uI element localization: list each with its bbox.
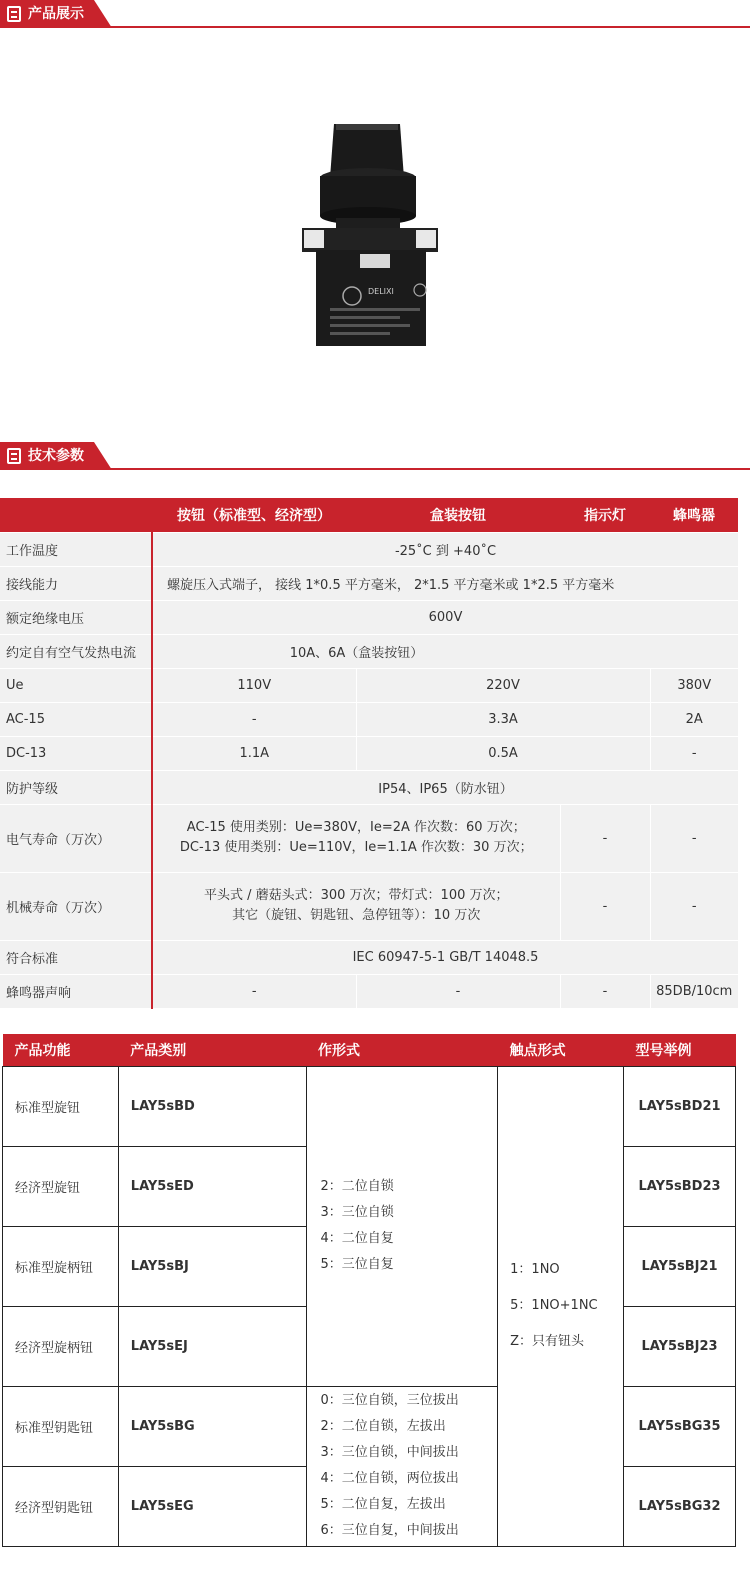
row-value-empty: [560, 634, 738, 668]
product-function: 经济型钥匙钮: [3, 1466, 119, 1546]
operation-mode: 3：三位自锁，中间拔出: [320, 1445, 459, 1460]
section-header-specs: [0, 442, 750, 472]
svg-text:DELIXI: DELIXI: [368, 287, 394, 296]
operation-modes: [306, 1386, 498, 1546]
model-example: LAY5sBD21: [624, 1066, 736, 1146]
row-label: 额定绝缘电压: [0, 600, 152, 634]
table-row: [0, 770, 738, 804]
product-category: LAY5sEJ: [118, 1306, 306, 1386]
product-function: 标准型旋钮: [3, 1066, 119, 1146]
row-value: 0.5A: [356, 736, 650, 770]
spec-header-blank: [0, 498, 152, 532]
product-category: LAY5sBD: [118, 1066, 306, 1146]
row-label: 符合标准: [0, 940, 152, 974]
contact-forms: [498, 1066, 624, 1546]
model-example: LAY5sBJ21: [624, 1226, 736, 1306]
row-value: -: [152, 702, 356, 736]
row-value: 380V: [650, 668, 738, 702]
product-header-col: 型号举例: [624, 1034, 736, 1066]
operation-mode: 6：三位自复，中间拔出: [320, 1523, 459, 1538]
section-header-product: [0, 0, 750, 30]
rotary-switch-illustration: [290, 118, 450, 358]
spec-header-col: 指示灯: [560, 498, 650, 532]
operation-mode: 2：二位自锁: [320, 1179, 394, 1194]
product-category: LAY5sBJ: [118, 1226, 306, 1306]
row-label: 机械寿命（万次）: [0, 872, 152, 940]
row-value: 1.1A: [152, 736, 356, 770]
row-label: 接线能力: [0, 566, 152, 600]
contact-form: Z：只有钮头: [510, 1334, 585, 1349]
table-row: [0, 532, 738, 566]
operation-mode: 5：三位自复: [320, 1257, 394, 1272]
row-value-line: 其它（旋钮、钥匙钮、急停钮等）：10 万次: [232, 908, 481, 923]
row-value: 3.3A: [356, 702, 650, 736]
row-value: [152, 804, 560, 872]
table-row: [0, 668, 738, 702]
row-label: 蜂鸣器声响: [0, 974, 152, 1008]
product-function: 标准型旋柄钮: [3, 1226, 119, 1306]
table-row: [0, 872, 738, 940]
row-value: -: [560, 974, 650, 1008]
document-icon: [7, 448, 21, 464]
spec-header-col: 盒装按钮: [356, 498, 560, 532]
row-value-line: AC-15 使用类别：Ue=380V，Ie=2A 作次数：60 万次；: [186, 820, 526, 835]
product-function: 经济型旋钮: [3, 1146, 119, 1226]
model-example: LAY5sBJ23: [624, 1306, 736, 1386]
row-value: -: [356, 974, 560, 1008]
table-row: [0, 634, 738, 668]
row-value: -: [650, 736, 738, 770]
row-value: 600V: [152, 600, 738, 634]
table-row: [0, 804, 738, 872]
row-value: -: [650, 804, 738, 872]
product-header-row: [3, 1034, 736, 1066]
document-icon: [7, 6, 21, 22]
product-header-col: 产品类别: [118, 1034, 306, 1066]
row-value: 85DB/10cm: [650, 974, 738, 1008]
product-header-col: 产品功能: [3, 1034, 119, 1066]
row-value: 220V: [356, 668, 650, 702]
operation-mode: 0：三位自锁，三位拔出: [320, 1393, 459, 1408]
table-row: [0, 736, 738, 770]
operation-mode: 4：二位自锁，两位拔出: [320, 1471, 459, 1486]
product-category: LAY5sBG: [118, 1386, 306, 1466]
operation-mode: 4：二位自复: [320, 1231, 394, 1246]
table-row: [3, 1066, 736, 1146]
section-divider: [0, 26, 750, 28]
operation-mode: 2：二位自锁，左拔出: [320, 1419, 446, 1434]
model-example: LAY5sBD23: [624, 1146, 736, 1226]
spec-table: [0, 498, 738, 1009]
row-label: 防护等级: [0, 770, 152, 804]
row-label: DC-13: [0, 736, 152, 770]
product-category: LAY5sEG: [118, 1466, 306, 1546]
row-value: 10A、6A（盒装按钮）: [152, 634, 560, 668]
row-value: -25˚C 到 +40˚C: [152, 532, 738, 566]
row-value: -: [560, 804, 650, 872]
operation-modes: [306, 1066, 498, 1386]
row-value: IEC 60947-5-1 GB/T 14048.5: [152, 940, 738, 974]
model-example: LAY5sBG32: [624, 1466, 736, 1546]
row-value-line: 平头式 / 蘑菇头式：300 万次；带灯式：100 万次；: [203, 888, 509, 903]
row-label: 约定自有空气发热电流: [0, 634, 152, 668]
section-divider: [0, 468, 750, 470]
product-table: [2, 1034, 736, 1547]
row-value: [152, 872, 560, 940]
spec-header-row: [0, 498, 738, 532]
contact-form: 1：1NO: [510, 1262, 560, 1277]
row-value: -: [152, 974, 356, 1008]
product-category: LAY5sED: [118, 1146, 306, 1226]
table-row: [0, 566, 738, 600]
table-row: [0, 974, 738, 1008]
row-value: 2A: [650, 702, 738, 736]
row-value: 螺旋压入式端子， 接线 1*0.5 平方毫米， 2*1.5 平方毫米或 1*2.5 平方毫米: [152, 566, 738, 600]
product-function: 经济型旋柄钮: [3, 1306, 119, 1386]
section-title: 产品展示: [28, 6, 84, 22]
row-value: -: [560, 872, 650, 940]
product-header-col: 作形式: [306, 1034, 498, 1066]
product-header-col: 触点形式: [498, 1034, 624, 1066]
product-image: [290, 118, 450, 358]
table-row: [0, 940, 738, 974]
row-label: 工作温度: [0, 532, 152, 566]
row-value: IP54、IP65（防水钮）: [152, 770, 738, 804]
row-value-line: DC-13 使用类别：Ue=110V，Ie=1.1A 作次数：30 万次；: [179, 840, 533, 855]
table-row: [3, 1386, 736, 1466]
spec-header-col: 蜂鸣器: [650, 498, 738, 532]
table-row: [0, 600, 738, 634]
contact-form: 5：1NO+1NC: [510, 1298, 598, 1313]
product-function: 标准型钥匙钮: [3, 1386, 119, 1466]
row-label: AC-15: [0, 702, 152, 736]
section-title: 技术参数: [28, 448, 84, 464]
operation-mode: 5：二位自复，左拔出: [320, 1497, 446, 1512]
model-example: LAY5sBG35: [624, 1386, 736, 1466]
row-label: 电气寿命（万次）: [0, 804, 152, 872]
spec-header-col: 按钮（标准型、经济型）: [152, 498, 356, 532]
operation-mode: 3：三位自锁: [320, 1205, 394, 1220]
table-row: [0, 702, 738, 736]
row-label: Ue: [0, 668, 152, 702]
row-value: -: [650, 872, 738, 940]
row-value: 110V: [152, 668, 356, 702]
